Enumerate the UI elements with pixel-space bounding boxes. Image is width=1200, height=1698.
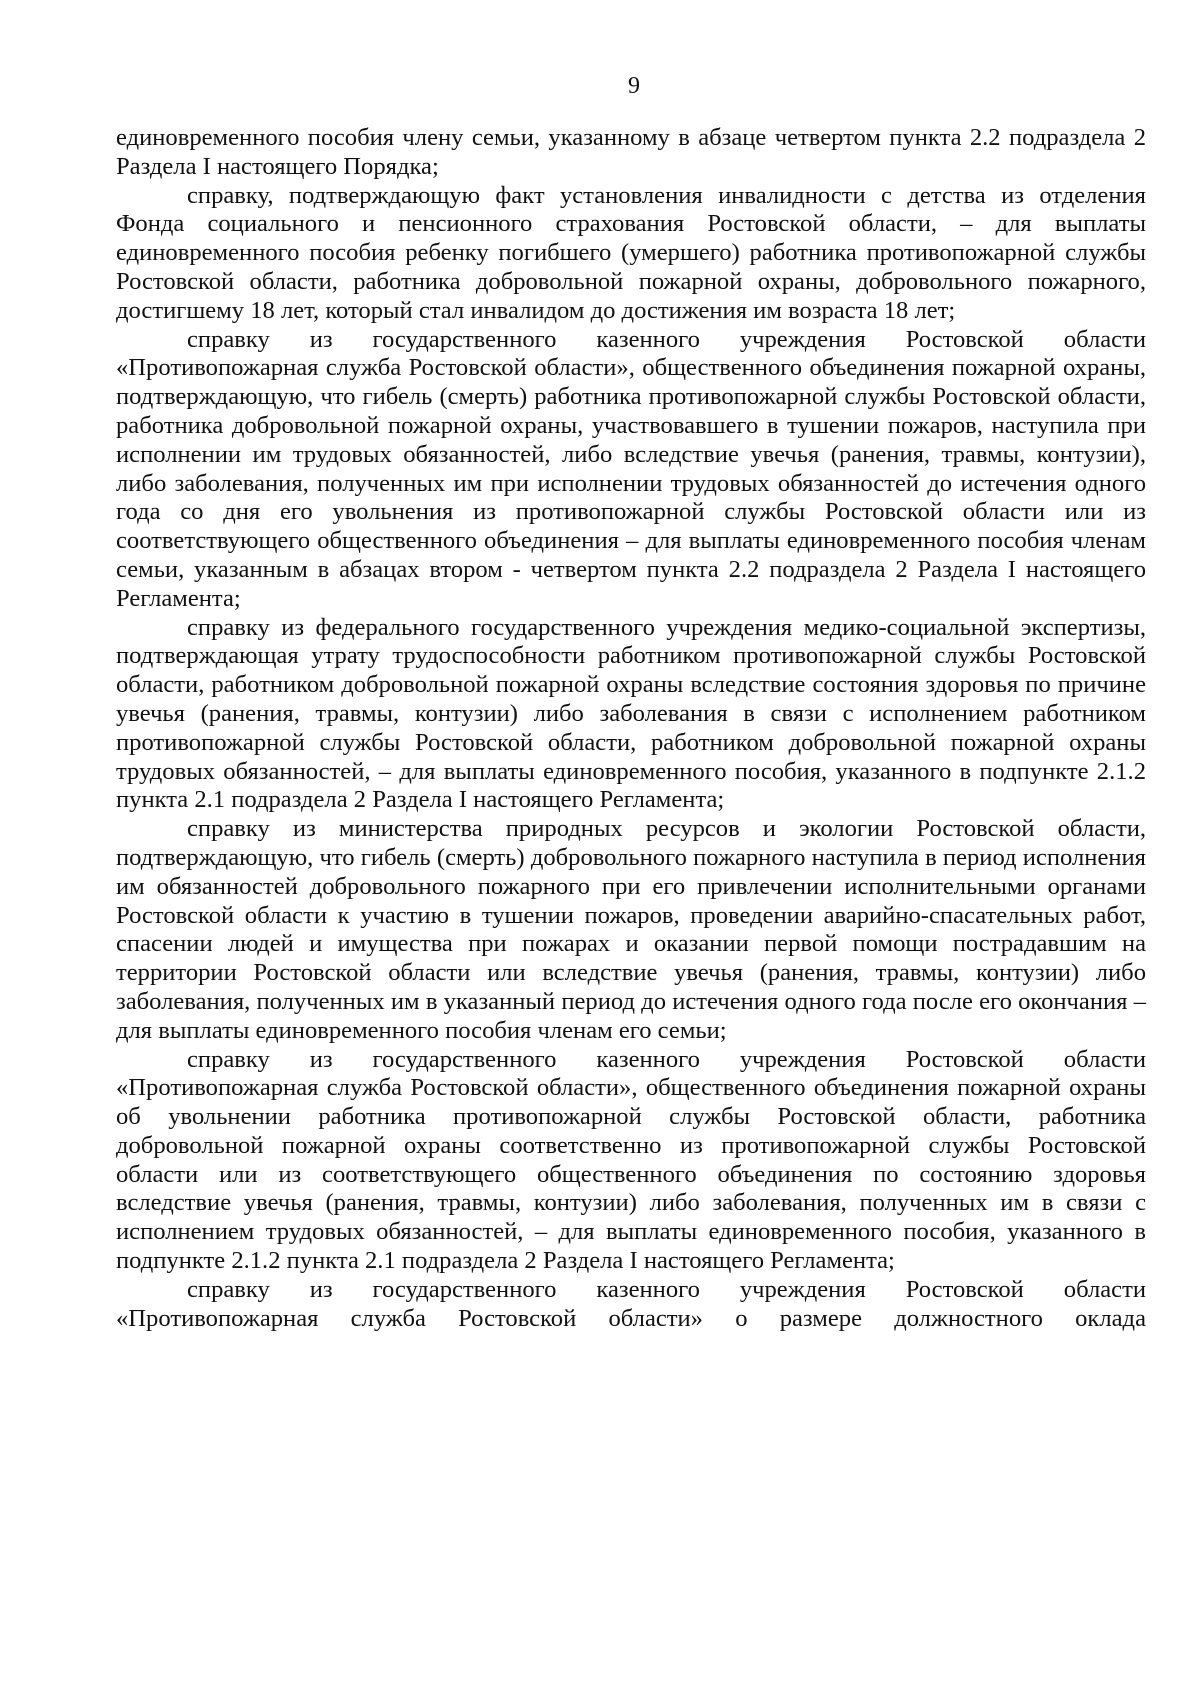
paragraph-disability-certificate: справку, подтверждающую факт установления инвалидности с детства из отделения Фонда социального и пенсионного страхования Ростовской области, – для выплаты единовременного пособия ребенку погибшего (умершего) работника противопожарной службы Ростовской области, работника добровольной пожарной охраны, добровольного пожарного, достигшему 18 лет, который стал инвалидом до достижения им возраста 18 лет; <box>116 181 1146 324</box>
paragraph-continuation: единовременного пособия члену семьи, указанному в абзаце четвертом пункта 2.2 подраздела 2 Раздела I настоящего Порядка; <box>116 124 1146 180</box>
page-number: 9 <box>628 73 640 99</box>
paragraph-dismissal-certificate: справку из государственного казенного учреждения Ростовской области «Противопожарная служба Ростовской области», общественного объединения пожарной охраны об увольнении работника противопожарной службы Ростовской области, работника добровольной пожарной охраны соответственно из противопожарной службы Ростовской области или из соответствующего общественного объединения по состоянию здоровья вследствие увечья (ранения, травмы, контузии) либо заболевания, полученных им в связи с исполнением трудовых обязанностей, – для выплаты единовременного пособия, указанного в подпункте 2.1.2 пункта 2.1 подраздела 2 Раздела I настоящего Регламента; <box>116 1045 1146 1275</box>
paragraph-death-on-duty-certificate: справку из государственного казенного учреждения Ростовской области «Противопожарная служба Ростовской области», общественного объединения пожарной охраны, подтверждающую, что гибель (смерть) работника противопожарной службы Ростовской области, работника добровольной пожарной охраны, участвовавшего в тушении пожаров, наступила при исполнении им трудовых обязанностей, либо вследствие увечья (ранения, травмы, контузии), либо заболевания, полученных им при исполнении трудовых обязанностей до истечения одного года со дня его увольнения из противопожарной службы Ростовской области или из соответствующего общественного объединения – для выплаты единовременного пособия членам семьи, указанным в абзацах втором - четвертом пункта 2.2 подраздела 2 Раздела I настоящего Регламента; <box>116 325 1146 612</box>
paragraph-ministry-certificate: справку из министерства природных ресурсов и экологии Ростовской области, подтверждающую, что гибель (смерть) добровольного пожарного наступила в период исполнения им обязанностей добровольного пожарного при его привлечении исполнительными органами Ростовской области к участию в тушении пожаров, проведении аварийно-спасательных работ, спасении людей и имущества при пожарах и оказании первой помощи пострадавшим на территории Ростовской области или вследствие увечья (ранения, травмы, контузии) либо заболевания, полученных им в указанный период до истечения одного года после его окончания – для выплаты единовременного пособия членам его семьи; <box>116 815 1146 1044</box>
document-body <box>116 124 1146 1333</box>
paragraph-medical-expertise-certificate: справку из федерального государственного учреждения медико-социальной экспертизы, подтверждающая утрату трудоспособности работником противопожарной службы Ростовской области, работником добровольной пожарной охраны вследствие состояния здоровья по причине увечья (ранения, травмы, контузии) либо заболевания в связи с исполнением работником противопожарной службы Ростовской области, работником добровольной пожарной охраны трудовых обязанностей, – для выплаты единовременного пособия, указанного в подпункте 2.1.2 пункта 2.1 подраздела 2 Раздела I настоящего Регламента; <box>116 613 1146 814</box>
paragraph-salary-certificate: справку из государственного казенного учреждения Ростовской области «Противопожарная служба Ростовской области» о размере должностного оклада <box>116 1275 1146 1332</box>
